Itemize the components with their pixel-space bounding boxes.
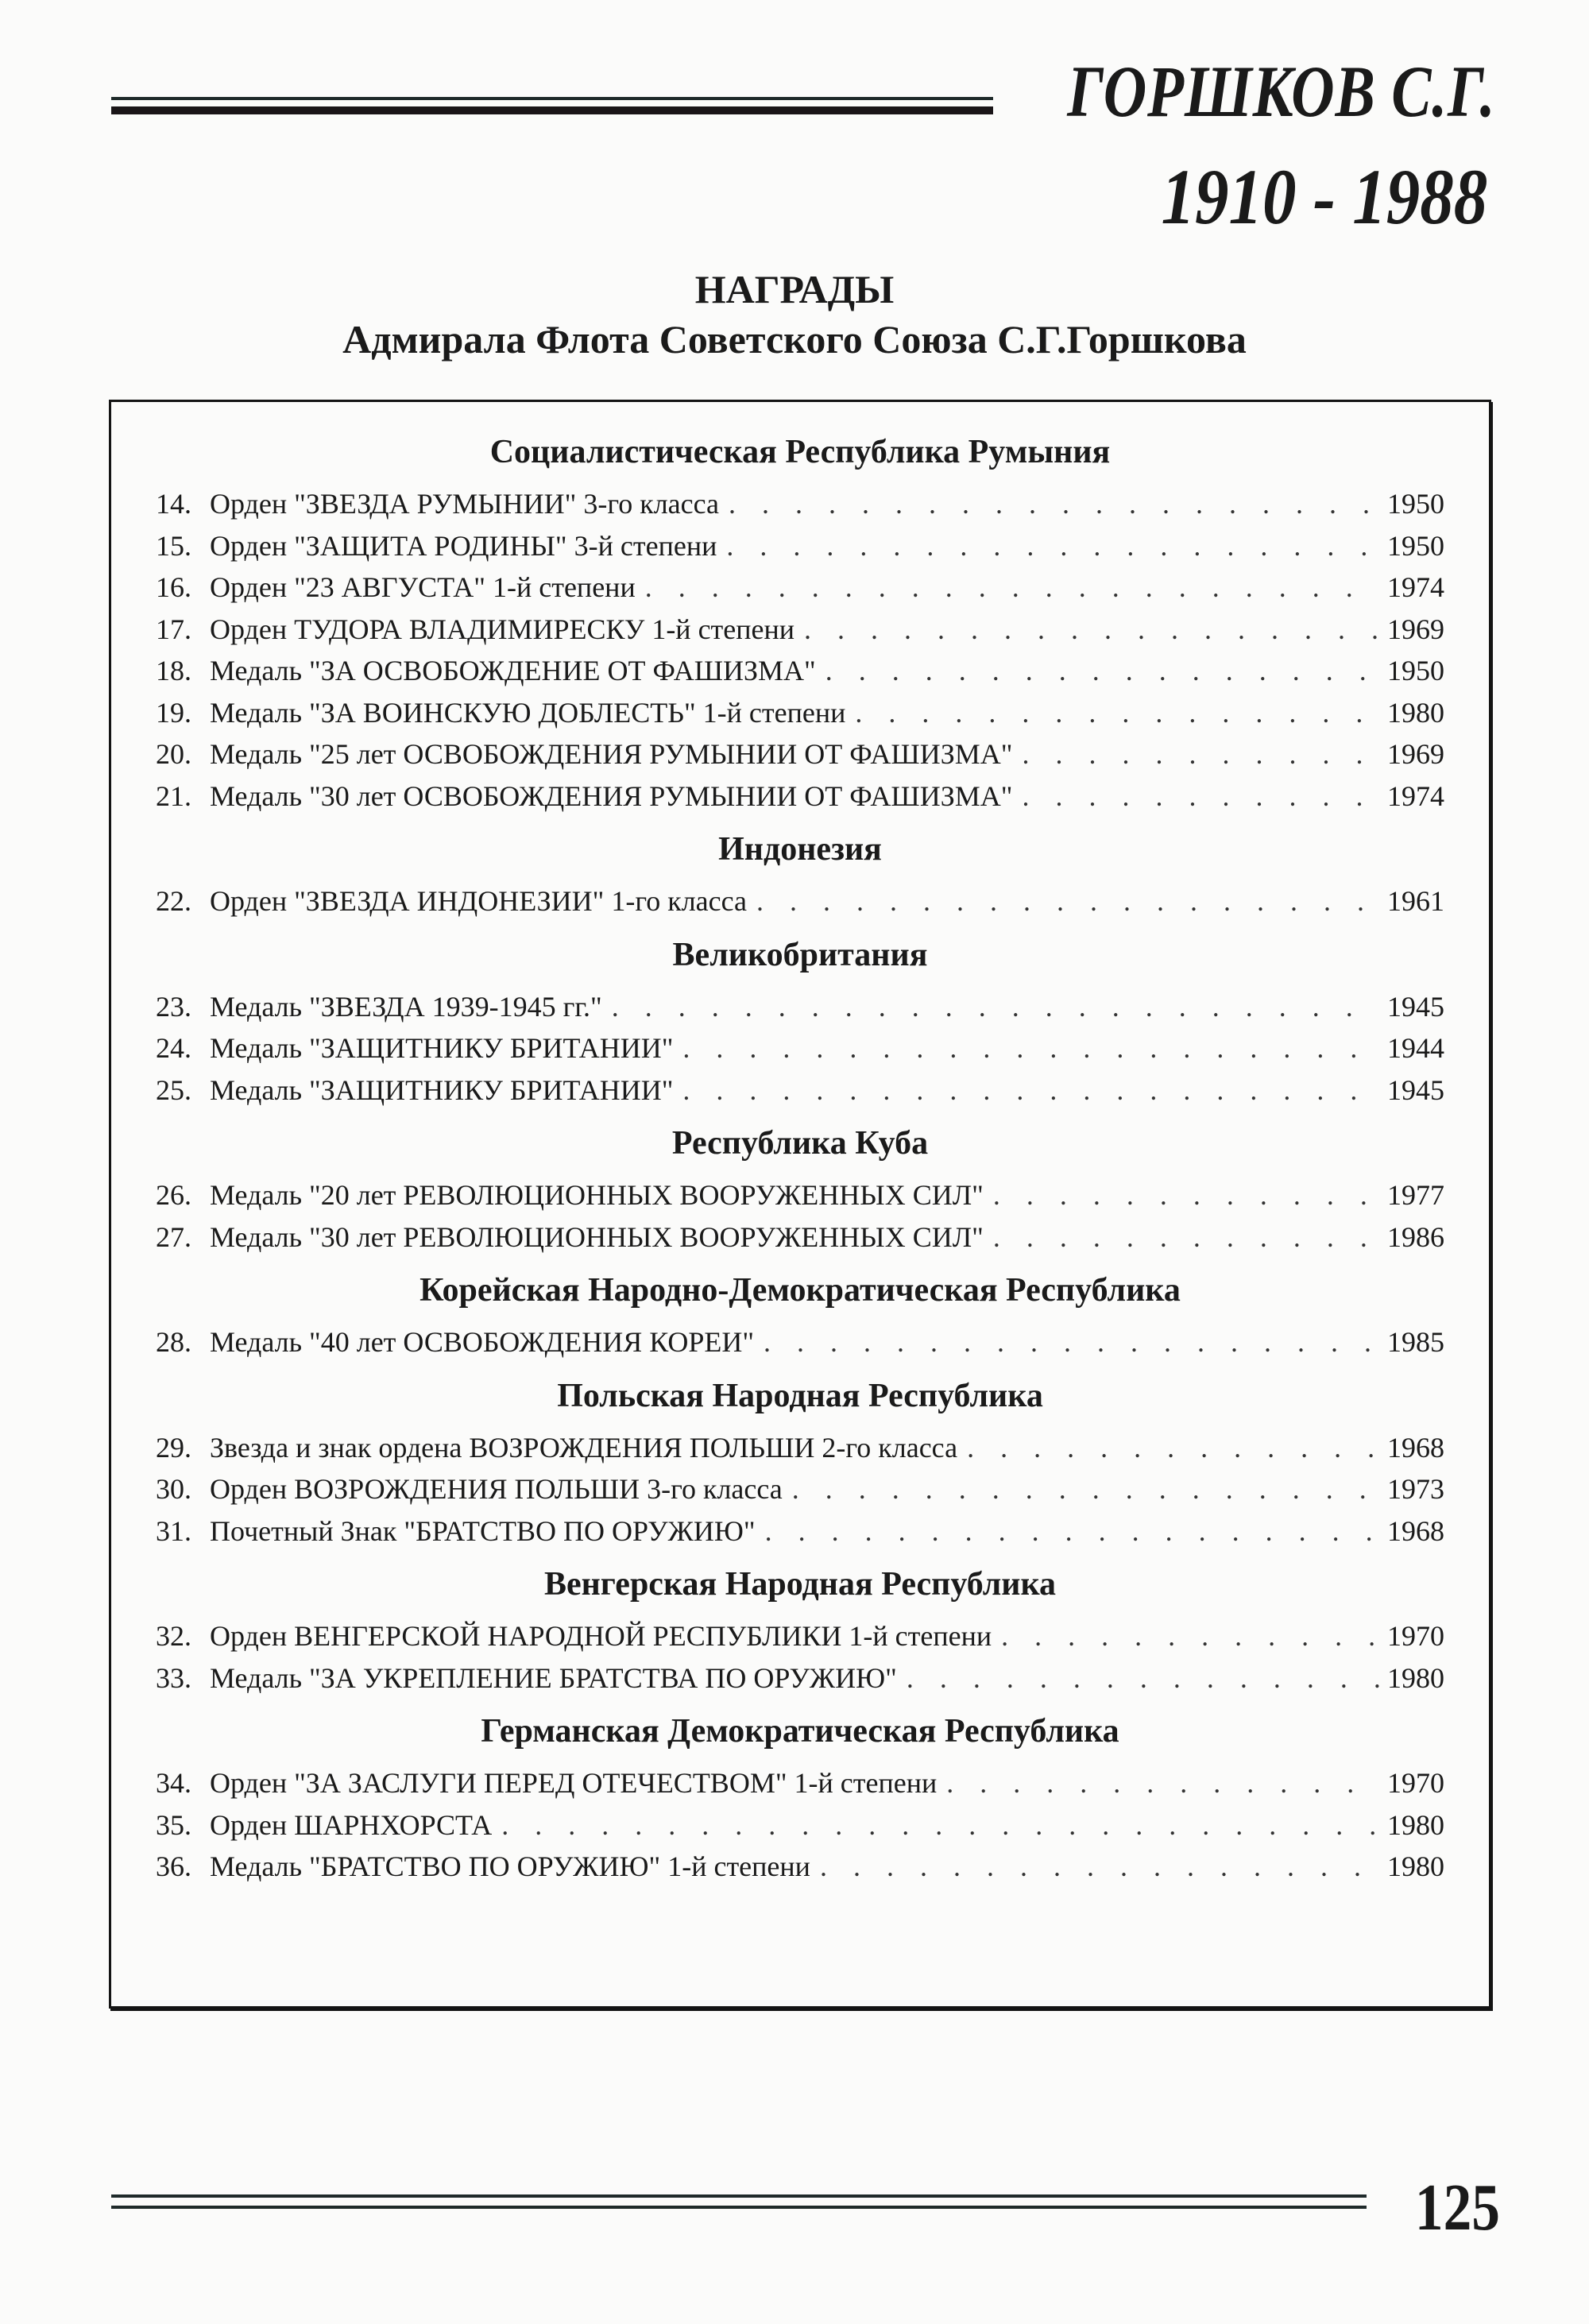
award-row bbox=[156, 1427, 1444, 1469]
award-row bbox=[156, 1069, 1444, 1112]
award-title: Орден ВОЗРОЖДЕНИЯ ПОЛЬШИ 3-го класса bbox=[210, 1473, 783, 1505]
award-row bbox=[156, 1321, 1444, 1363]
dot-leader bbox=[645, 566, 1379, 609]
page-number: 125 bbox=[1414, 2171, 1500, 2245]
award-year: 1969 bbox=[1387, 738, 1444, 770]
award-title: Медаль "ЗА УКРЕПЛЕНИЕ БРАТСТВА ПО ОРУЖИЮ" bbox=[210, 1661, 897, 1694]
award-row bbox=[156, 1615, 1444, 1657]
award-number: 35. bbox=[156, 1808, 191, 1841]
country-section bbox=[156, 1123, 1444, 1258]
dot-leader bbox=[612, 986, 1379, 1028]
running-header-author: ГОРШКОВ С.Г. bbox=[1066, 51, 1495, 132]
award-year: 1950 bbox=[1387, 488, 1444, 520]
award-number: 29. bbox=[156, 1431, 191, 1464]
header-rule-thin bbox=[111, 97, 993, 100]
dot-leader bbox=[820, 1846, 1379, 1888]
country-section bbox=[156, 935, 1444, 1112]
award-year: 1980 bbox=[1387, 1850, 1444, 1882]
award-year: 1985 bbox=[1387, 1326, 1444, 1358]
award-title: Медаль "ЗВЕЗДА 1939-1945 гг." bbox=[210, 990, 602, 1023]
award-row bbox=[156, 1027, 1444, 1069]
dot-leader bbox=[792, 1468, 1379, 1510]
award-year: 1961 bbox=[1387, 885, 1444, 917]
award-title: Медаль "25 лет ОСВОБОЖДЕНИЯ РУМЫНИИ ОТ ФАШИЗМА" bbox=[210, 738, 1013, 770]
award-title: Орден "23 АВГУСТА" 1-й степени bbox=[210, 571, 636, 603]
dot-leader bbox=[764, 1321, 1379, 1363]
award-year: 1970 bbox=[1387, 1767, 1444, 1799]
dot-leader bbox=[855, 692, 1379, 734]
award-number: 14. bbox=[156, 488, 191, 520]
dot-leader bbox=[1001, 1615, 1379, 1657]
award-year: 1986 bbox=[1387, 1220, 1444, 1253]
country-heading: Германская Демократическая Республика bbox=[481, 1713, 1119, 1750]
award-title: Орден ТУДОРА ВЛАДИМИРЕСКУ 1-й степени bbox=[210, 613, 795, 645]
award-title: Медаль "ЗАЩИТНИКУ БРИТАНИИ" bbox=[210, 1032, 674, 1064]
award-title: Медаль "ЗА ВОИНСКУЮ ДОБЛЕСТЬ" 1-й степени bbox=[210, 696, 846, 729]
award-year: 1974 bbox=[1387, 571, 1444, 603]
award-row bbox=[156, 1468, 1444, 1510]
award-number: 22. bbox=[156, 885, 191, 917]
award-title: Орден ВЕНГЕРСКОЙ НАРОДНОЙ РЕСПУБЛИКИ 1-й степени bbox=[210, 1620, 992, 1652]
dot-leader bbox=[765, 1510, 1379, 1553]
award-number: 34. bbox=[156, 1767, 191, 1799]
award-row bbox=[156, 609, 1444, 651]
award-year: 1974 bbox=[1387, 779, 1444, 812]
award-row bbox=[156, 692, 1444, 734]
award-number: 15. bbox=[156, 529, 191, 562]
award-row bbox=[156, 483, 1444, 525]
award-year: 1944 bbox=[1387, 1032, 1444, 1064]
dot-leader bbox=[946, 1762, 1379, 1804]
dot-leader bbox=[682, 1069, 1379, 1112]
award-title: Почетный Знак "БРАТСТВО ПО ОРУЖИЮ" bbox=[210, 1514, 756, 1547]
dot-leader bbox=[825, 650, 1379, 692]
country-section bbox=[156, 1711, 1444, 1888]
award-number: 31. bbox=[156, 1514, 191, 1547]
award-row bbox=[156, 1657, 1444, 1699]
award-row bbox=[156, 1216, 1444, 1259]
award-title: Медаль "20 лет РЕВОЛЮЦИОННЫХ ВООРУЖЕННЫХ СИЛ" bbox=[210, 1179, 984, 1211]
award-row bbox=[156, 775, 1444, 818]
award-number: 24. bbox=[156, 1032, 191, 1064]
dot-leader bbox=[726, 525, 1379, 567]
awards-list-box bbox=[109, 400, 1491, 2009]
award-title: Звезда и знак ордена ВОЗРОЖДЕНИЯ ПОЛЬШИ 2-го класса bbox=[210, 1431, 958, 1464]
footer-rule-bottom bbox=[111, 2206, 1367, 2209]
award-row bbox=[156, 733, 1444, 775]
country-heading: Республика Куба bbox=[671, 1125, 929, 1162]
award-title: Медаль "30 лет РЕВОЛЮЦИОННЫХ ВООРУЖЕННЫХ СИЛ" bbox=[210, 1220, 984, 1253]
country-heading: Социалистическая Республика Румыния bbox=[489, 434, 1111, 470]
award-year: 1980 bbox=[1387, 696, 1444, 729]
award-row bbox=[156, 566, 1444, 609]
awards-list bbox=[156, 432, 1444, 1901]
award-year: 1973 bbox=[1387, 1473, 1444, 1505]
award-number: 21. bbox=[156, 779, 191, 812]
country-heading: Польская Народная Республика bbox=[557, 1377, 1043, 1414]
award-year: 1950 bbox=[1387, 655, 1444, 686]
header-rule-thick bbox=[111, 106, 993, 114]
award-number: 28. bbox=[156, 1326, 191, 1358]
dot-leader bbox=[756, 880, 1379, 922]
award-year: 1950 bbox=[1387, 529, 1444, 562]
page-title: НАГРАДЫ bbox=[694, 267, 895, 311]
award-title: Орден "ЗА ЗАСЛУГИ ПЕРЕД ОТЕЧЕСТВОМ" 1-й степени bbox=[210, 1767, 938, 1799]
award-row bbox=[156, 880, 1444, 922]
dot-leader bbox=[804, 609, 1379, 651]
country-heading: Великобритания bbox=[672, 936, 928, 973]
country-section bbox=[156, 1270, 1444, 1363]
award-year: 1980 bbox=[1387, 1808, 1444, 1841]
award-number: 19. bbox=[156, 696, 191, 729]
dot-leader bbox=[501, 1804, 1379, 1846]
award-number: 30. bbox=[156, 1473, 191, 1505]
award-year: 1977 bbox=[1387, 1179, 1444, 1211]
award-number: 27. bbox=[156, 1220, 191, 1253]
country-section bbox=[156, 432, 1444, 817]
country-heading: Венгерская Народная Республика bbox=[543, 1566, 1057, 1603]
award-number: 17. bbox=[156, 613, 191, 645]
dot-leader bbox=[729, 483, 1379, 525]
dot-leader bbox=[682, 1027, 1379, 1069]
country-heading: Индонезия bbox=[718, 831, 882, 868]
award-title: Медаль "ЗАЩИТНИКУ БРИТАНИИ" bbox=[210, 1073, 674, 1106]
award-row bbox=[156, 1804, 1444, 1846]
award-year: 1970 bbox=[1387, 1620, 1444, 1652]
footer-rule-top bbox=[111, 2194, 1367, 2198]
country-section bbox=[156, 829, 1444, 922]
country-section bbox=[156, 1376, 1444, 1553]
award-year: 1968 bbox=[1387, 1431, 1444, 1464]
award-title: Медаль "30 лет ОСВОБОЖДЕНИЯ РУМЫНИИ ОТ ФАШИЗМА" bbox=[210, 779, 1013, 812]
award-number: 16. bbox=[156, 571, 191, 603]
award-year: 1945 bbox=[1387, 1073, 1444, 1106]
award-row bbox=[156, 986, 1444, 1028]
award-title: Орден ШАРНХОРСТА bbox=[210, 1808, 493, 1841]
award-year: 1945 bbox=[1387, 990, 1444, 1023]
dot-leader bbox=[1022, 775, 1379, 818]
award-title: Медаль "40 лет ОСВОБОЖДЕНИЯ КОРЕИ" bbox=[210, 1326, 755, 1358]
award-number: 25. bbox=[156, 1073, 191, 1106]
award-number: 20. bbox=[156, 738, 191, 770]
award-row bbox=[156, 1762, 1444, 1804]
award-title: Орден "ЗВЕЗДА ИНДОНЕЗИИ" 1-го класса bbox=[210, 885, 748, 917]
award-row bbox=[156, 1846, 1444, 1888]
award-number: 36. bbox=[156, 1850, 191, 1882]
award-row bbox=[156, 1174, 1444, 1216]
dot-leader bbox=[993, 1216, 1379, 1259]
award-title: Орден "ЗВЕЗДА РУМЫНИИ" 3-го класса bbox=[210, 488, 720, 520]
award-year: 1980 bbox=[1387, 1661, 1444, 1694]
country-heading: Корейская Народно-Демократическая Республика bbox=[419, 1272, 1181, 1309]
award-year: 1968 bbox=[1387, 1514, 1444, 1547]
award-row bbox=[156, 525, 1444, 567]
country-section bbox=[156, 1564, 1444, 1699]
award-number: 32. bbox=[156, 1620, 191, 1652]
award-title: Медаль "БРАТСТВО ПО ОРУЖИЮ" 1-й степени bbox=[210, 1850, 810, 1882]
award-number: 26. bbox=[156, 1179, 191, 1211]
award-title: Медаль "ЗА ОСВОБОЖДЕНИЕ ОТ ФАШИЗМА" bbox=[210, 655, 816, 686]
dot-leader bbox=[993, 1174, 1379, 1216]
award-year: 1969 bbox=[1387, 613, 1444, 645]
dot-leader bbox=[907, 1657, 1379, 1699]
footer-rule-decoration bbox=[111, 2194, 1367, 2209]
dot-leader bbox=[967, 1427, 1379, 1469]
header-rule-decoration bbox=[111, 97, 993, 114]
award-number: 18. bbox=[156, 655, 191, 686]
page-subtitle: Адмирала Флота Советского Союза С.Г.Горшкова bbox=[342, 317, 1247, 362]
award-number: 33. bbox=[156, 1661, 191, 1694]
running-header-years: 1910 - 1988 bbox=[1161, 153, 1487, 241]
award-row bbox=[156, 650, 1444, 692]
award-number: 23. bbox=[156, 990, 191, 1023]
award-title: Орден "ЗАЩИТА РОДИНЫ" 3-й степени bbox=[210, 529, 717, 562]
award-row bbox=[156, 1510, 1444, 1553]
dot-leader bbox=[1022, 733, 1379, 775]
